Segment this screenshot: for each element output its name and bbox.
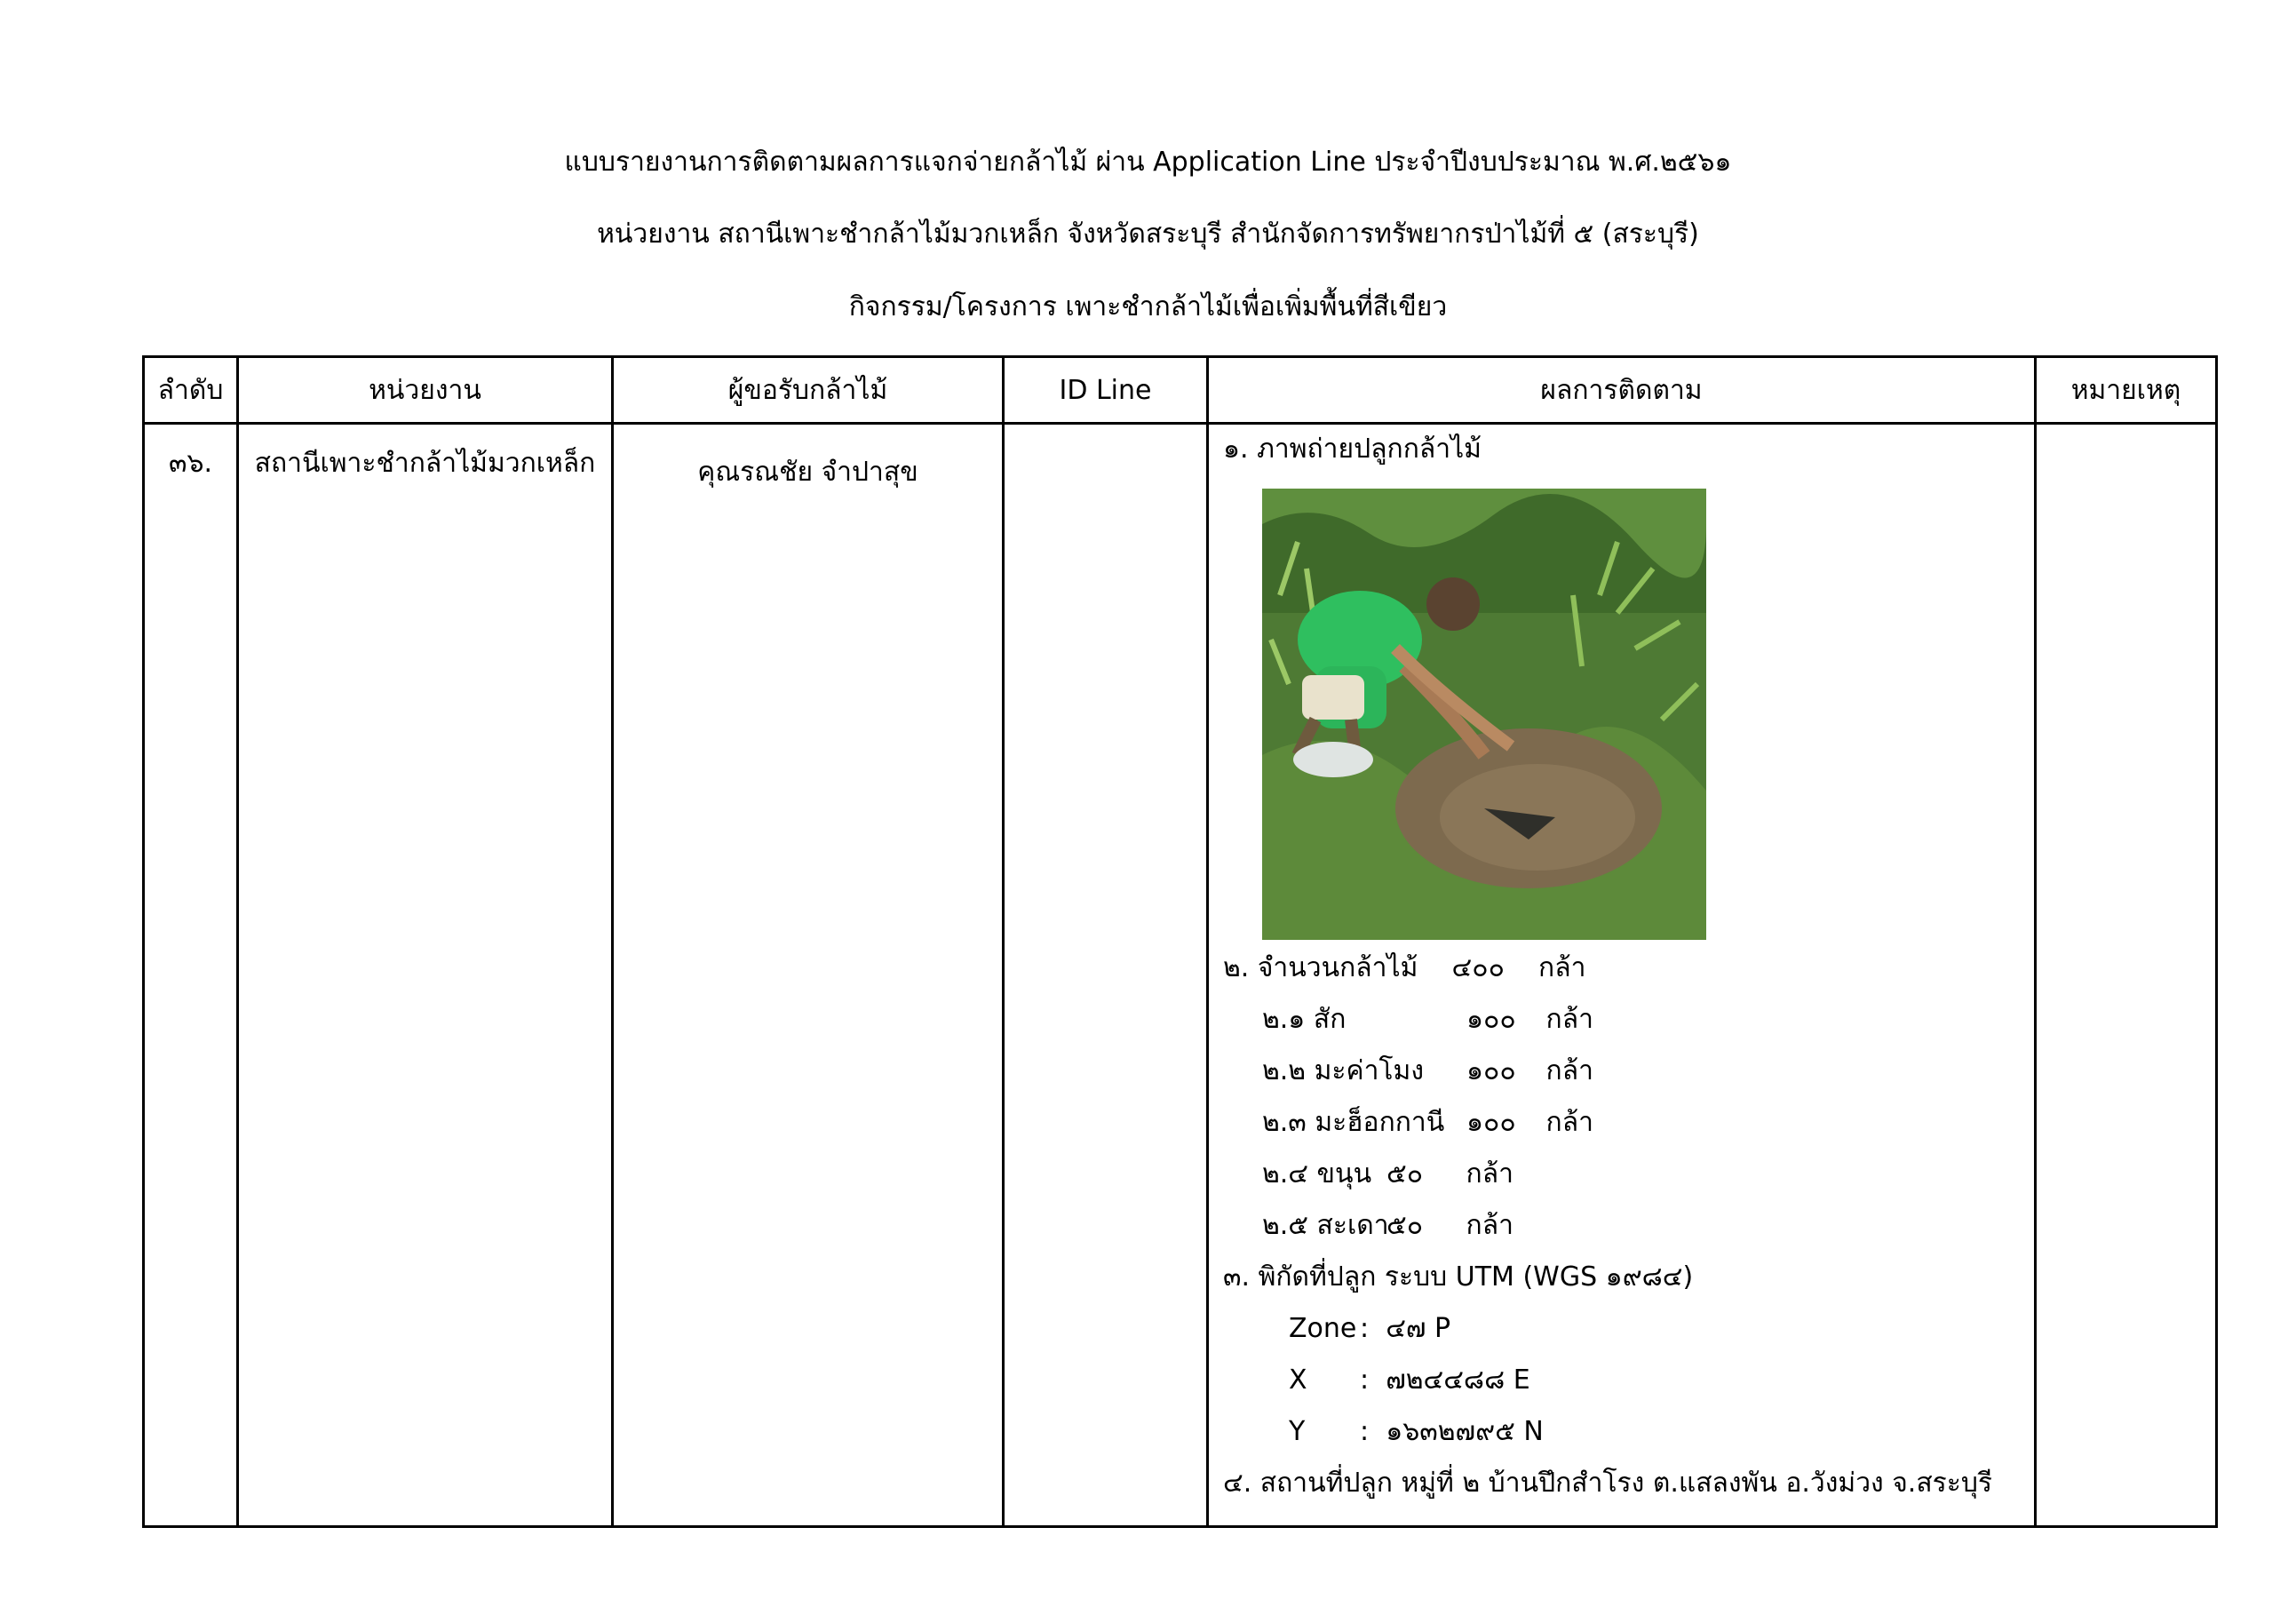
species-item bbox=[1262, 1105, 1593, 1141]
species-unit: กล้า bbox=[1545, 1055, 1593, 1086]
coord-label: ๓. พิกัดที่ปลูก ระบบ UTM (WGS ๑๙๘๔) bbox=[1223, 1261, 1694, 1293]
cell-id-line bbox=[1004, 424, 1208, 1527]
species-name: ๒.๔ ขนุน bbox=[1262, 1158, 1372, 1189]
id-line-value bbox=[1005, 425, 1206, 442]
col-header-remark: หมายเหตุ bbox=[2036, 357, 2217, 424]
col-header-id-line: ID Line bbox=[1004, 357, 1208, 424]
species-unit: กล้า bbox=[1545, 1107, 1593, 1138]
seedling-count bbox=[1223, 951, 1585, 986]
photo-label: ๑. ภาพถ่ายปลูกกล้าไม้ bbox=[1223, 434, 1482, 465]
coord-key: Zone bbox=[1289, 1313, 1357, 1344]
species-qty: ๑๐๐ bbox=[1466, 1107, 1516, 1138]
report-project-line: กิจกรรม/โครงการ เพาะชำกล้าไม้เพื่อเพิ่มพื้นที่สีเขียว bbox=[848, 291, 1448, 322]
planting-photo-icon bbox=[1262, 489, 1706, 940]
agency-name: สถานีเพาะชำกล้าไม้มวกเหล็ก bbox=[254, 448, 596, 479]
species-qty: ๑๐๐ bbox=[1466, 1004, 1516, 1035]
cell-requester bbox=[613, 424, 1004, 1527]
planting-photo bbox=[1262, 489, 1706, 940]
species-unit: กล้า bbox=[1466, 1210, 1513, 1241]
species-name: ๒.๓ มะฮ็อกกานี bbox=[1262, 1107, 1445, 1138]
species-name: ๒.๕ สะเดา bbox=[1262, 1210, 1389, 1241]
col-header-requester: ผู้ขอรับกล้าไม้ bbox=[613, 357, 1004, 424]
col-header-no: ลำดับ bbox=[144, 357, 238, 424]
col-header-result: ผลการติดตาม bbox=[1208, 357, 2036, 424]
cell-remark bbox=[2036, 424, 2217, 1527]
remark-value bbox=[2037, 425, 2215, 442]
species-item bbox=[1262, 1054, 1593, 1089]
species-qty: ๕๐ bbox=[1386, 1158, 1424, 1189]
coord-value: ๑๖๓๒๗๙๕ N bbox=[1386, 1416, 1544, 1447]
report-agency-line: หน่วยงาน สถานีเพาะชำกล้าไม้มวกเหล็ก จังหวัดสระบุรี สำนักจัดการทรัพยากรป่าไม้ที่ ๕ (สระบุรี) bbox=[597, 219, 1699, 250]
count-unit: กล้า bbox=[1538, 952, 1586, 983]
coord-key: Y bbox=[1289, 1416, 1306, 1447]
coord-value: ๗๒๔๔๘๘ E bbox=[1386, 1364, 1530, 1396]
row-number: ๓๖. bbox=[168, 448, 213, 479]
coord-value: ๔๗ P bbox=[1386, 1313, 1451, 1344]
coord-key: X bbox=[1289, 1364, 1307, 1396]
coord-zone: Zone : ๔๗ P bbox=[1289, 1311, 1450, 1347]
species-item bbox=[1262, 1208, 1513, 1244]
species-qty: ๕๐ bbox=[1386, 1210, 1424, 1241]
cell-no bbox=[144, 424, 238, 1527]
location-label: ๔. สถานที่ปลูก หมู่ที่ ๒ บ้านปึกสำโรง ต.แสลงพัน อ.วังม่วง จ.สระบุรี bbox=[1223, 1468, 1993, 1499]
table-header-row bbox=[144, 357, 2217, 424]
species-name: ๒.๑ สัก bbox=[1262, 1004, 1347, 1035]
cell-agency bbox=[238, 424, 613, 1527]
coord-x: X : ๗๒๔๔๘๘ E bbox=[1289, 1363, 1530, 1398]
requester-name: คุณรณชัย จำปาสุข bbox=[697, 457, 918, 488]
species-unit: กล้า bbox=[1466, 1158, 1513, 1189]
species-unit: กล้า bbox=[1545, 1004, 1593, 1035]
coord-y: Y : ๑๖๓๒๗๙๕ N bbox=[1289, 1414, 1544, 1450]
col-header-agency: หน่วยงาน bbox=[238, 357, 613, 424]
species-item bbox=[1262, 1002, 1593, 1038]
report-title: แบบรายงานการติดตามผลการแจกจ่ายกล้าไม้ ผ่าน Application Line ประจำปีงบประมาณ พ.ศ.๒๕๖๑ bbox=[564, 147, 1732, 178]
species-item bbox=[1262, 1157, 1513, 1192]
cell-result bbox=[1208, 424, 2036, 1527]
species-name: ๒.๒ มะค่าโมง bbox=[1262, 1055, 1424, 1086]
species-qty: ๑๐๐ bbox=[1466, 1055, 1516, 1086]
count-label: ๒. จำนวนกล้าไม้ bbox=[1223, 952, 1418, 983]
count-value: ๔๐๐ bbox=[1451, 952, 1505, 983]
report-table bbox=[142, 355, 2218, 1528]
table-row bbox=[144, 424, 2217, 1527]
